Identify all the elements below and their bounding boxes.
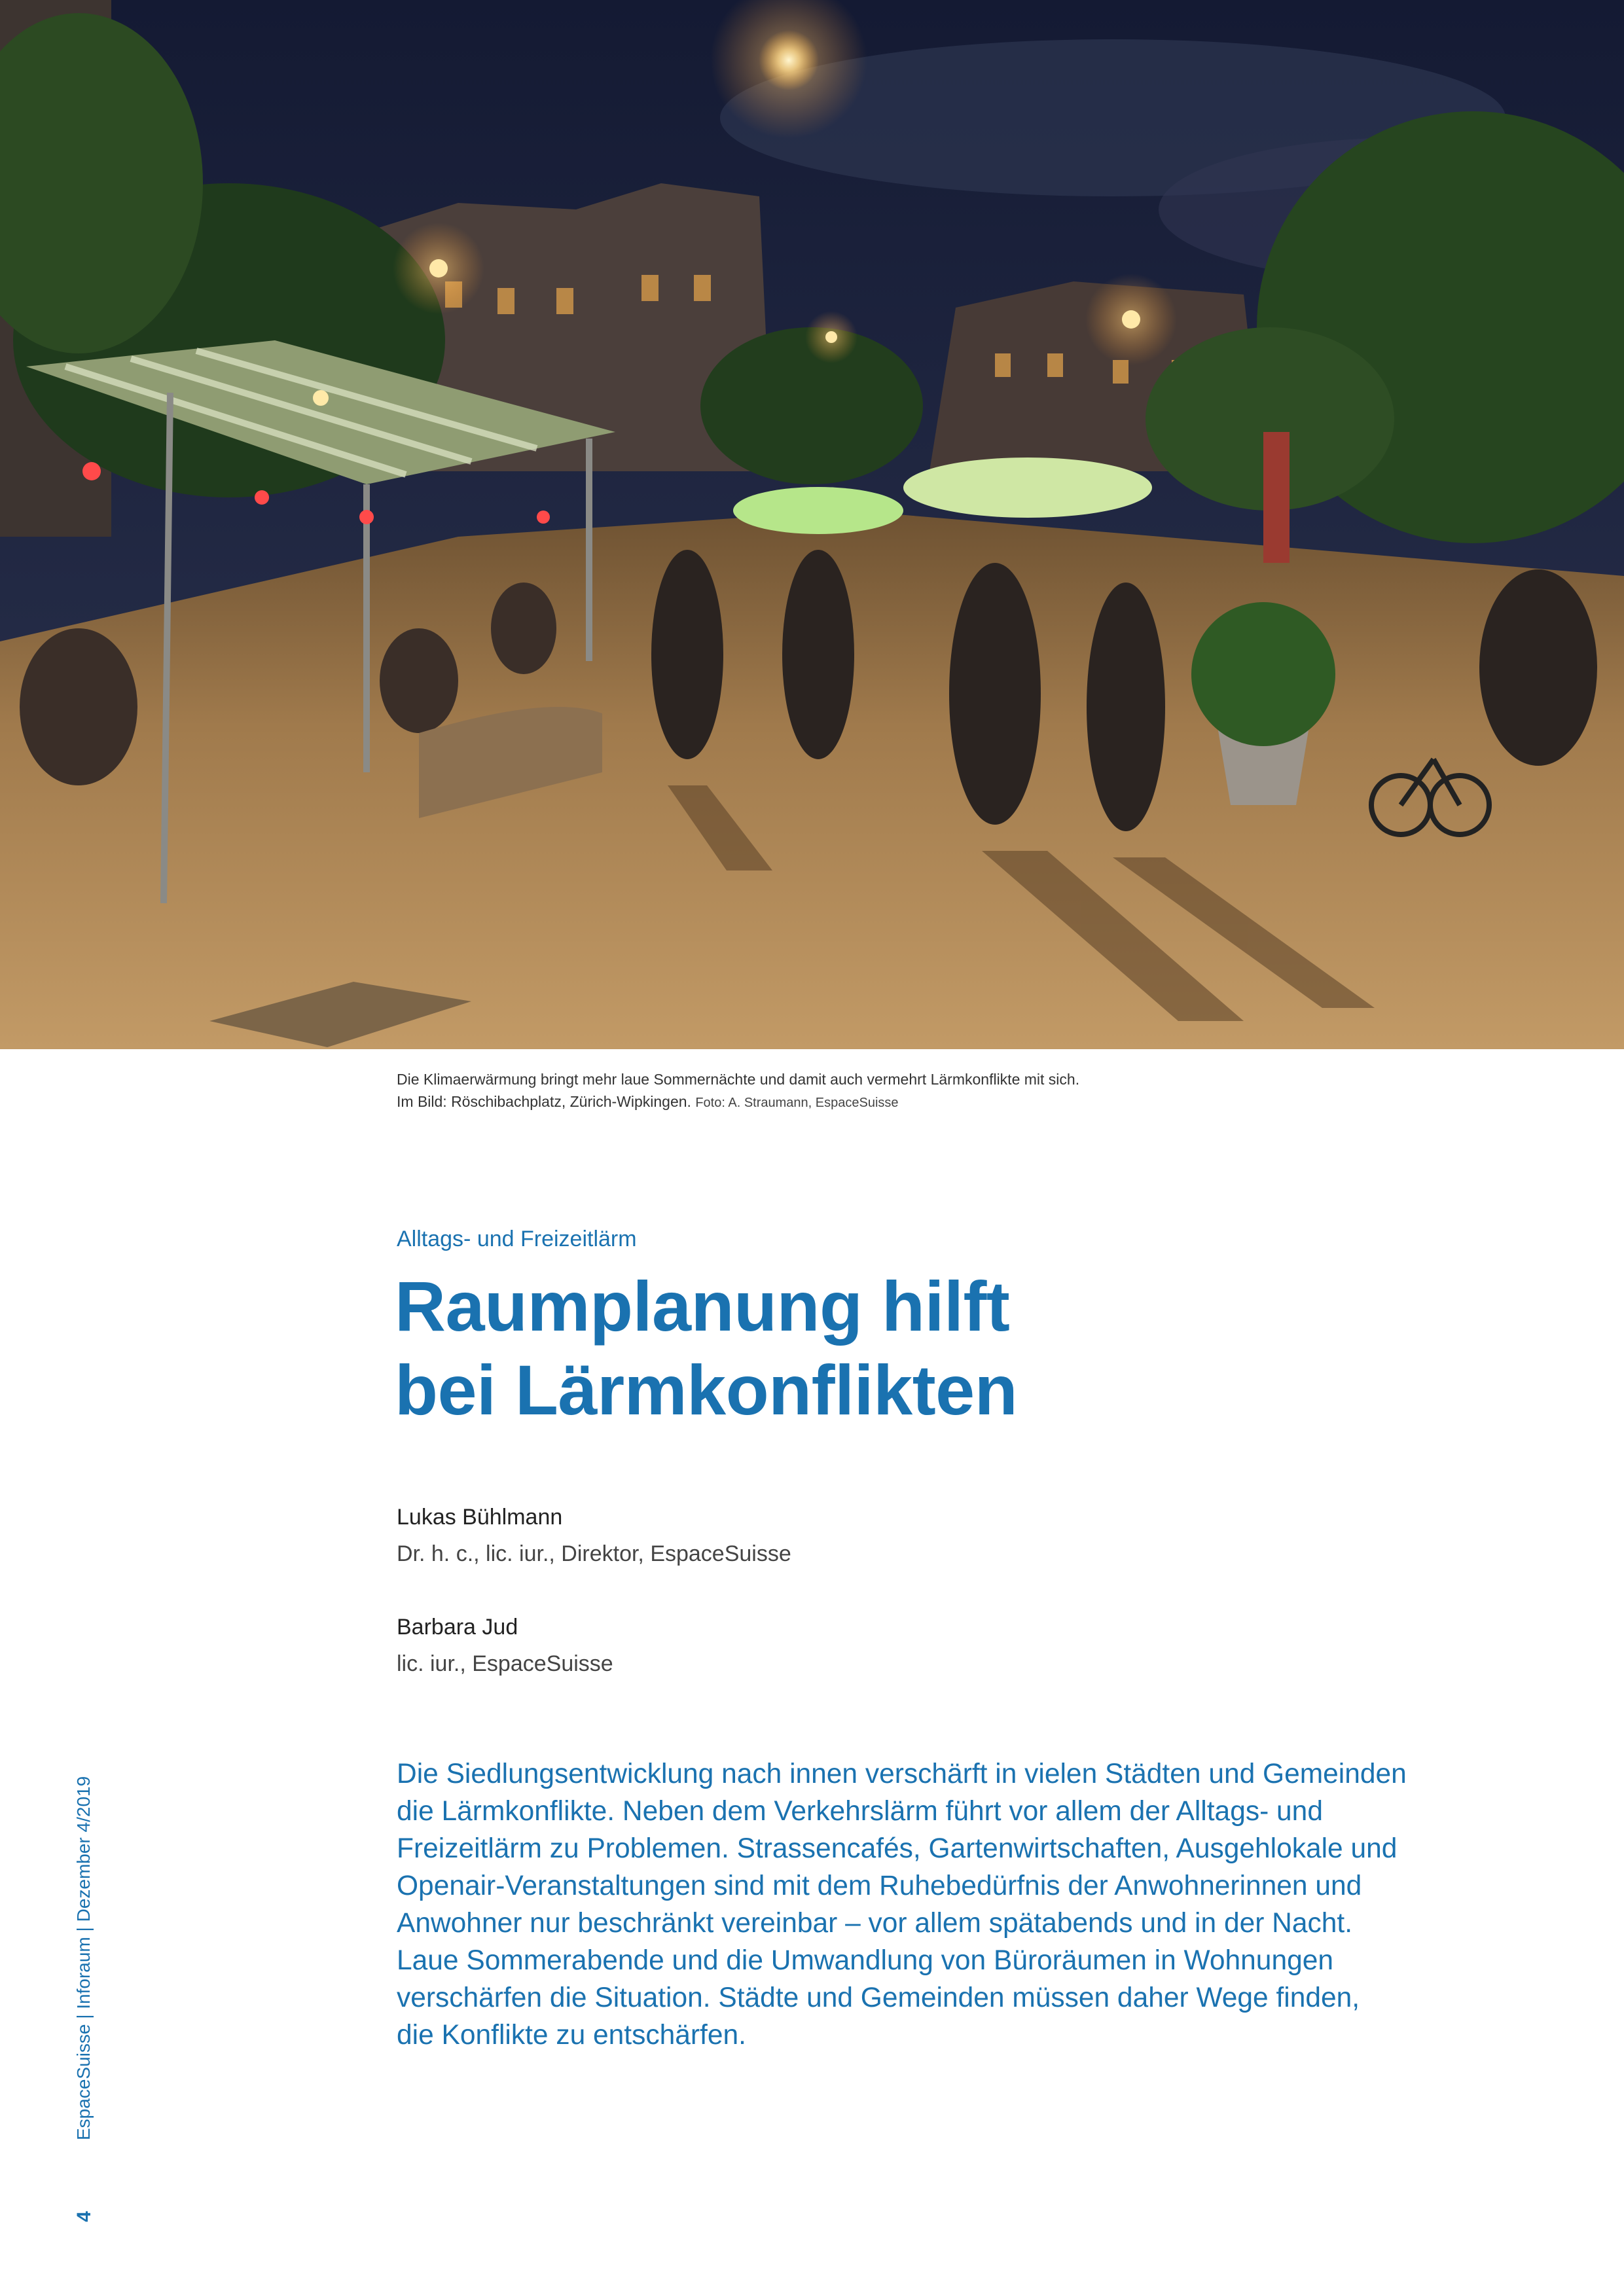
author-role: Dr. h. c., lic. iur., Direktor, EspaceSuisse xyxy=(397,1541,791,1566)
photo-caption xyxy=(397,1068,1379,1114)
lead-line: Die Siedlungsentwicklung nach innen verschärft in vielen Städten und Gemeinden xyxy=(397,1759,1407,1789)
night-street-scene-image xyxy=(0,0,1624,1049)
title-line-1: Raumplanung hilft xyxy=(395,1266,1010,1346)
author-name: Lukas Bühlmann xyxy=(397,1505,563,1530)
lead-line: Openair-Veranstaltungen sind mit dem Ruhebedürfnis der Anwohnerinnen und xyxy=(397,1871,1362,1901)
author-name: Barbara Jud xyxy=(397,1615,518,1640)
title-line-2: bei Lärmkonflikten xyxy=(395,1350,1018,1429)
page-number: 4 xyxy=(73,2211,95,2222)
lead-line: Laue Sommerabende und die Umwandlung von Büroräumen in Wohnungen xyxy=(397,1945,1333,1976)
article-title xyxy=(395,1265,1507,1432)
caption-line-1: Die Klimaerwärmung bringt mehr laue Sommernächte und damit auch vermehrt Lärmkonflikte mit sich. xyxy=(397,1071,1080,1088)
publication-folio: EspaceSuisse | Inforaum | Dezember 4/2019 xyxy=(73,1776,94,2140)
author-block xyxy=(397,1501,1182,1570)
lead-paragraph xyxy=(397,1755,1477,2054)
lead-line: Anwohner nur beschränkt vereinbar – vor allem spätabends und in der Nacht. xyxy=(397,1908,1353,1939)
caption-location: Im Bild: Röschibachplatz, Zürich-Wipkingen. xyxy=(397,1093,691,1110)
author-role: lic. iur., EspaceSuisse xyxy=(397,1651,613,1676)
caption-line-2 xyxy=(397,1090,1379,1114)
lead-line: die Lärmkonflikte. Neben dem Verkehrslärm führt vor allem der Alltags- und xyxy=(397,1796,1323,1827)
photo-credit: Foto: A. Straumann, EspaceSuisse xyxy=(695,1096,899,1110)
author-block xyxy=(397,1611,1182,1680)
lead-line: verschärfen die Situation. Städte und Gemeinden müssen daher Wege finden, xyxy=(397,1982,1360,2013)
lead-line: die Konflikte zu entschärfen. xyxy=(397,2020,746,2051)
lead-line: Freizeitlärm zu Problemen. Strassencafés, Gartenwirtschaften, Ausgehlokale und xyxy=(397,1833,1398,1864)
article-kicker: Alltags- und Freizeitlärm xyxy=(397,1227,637,1251)
